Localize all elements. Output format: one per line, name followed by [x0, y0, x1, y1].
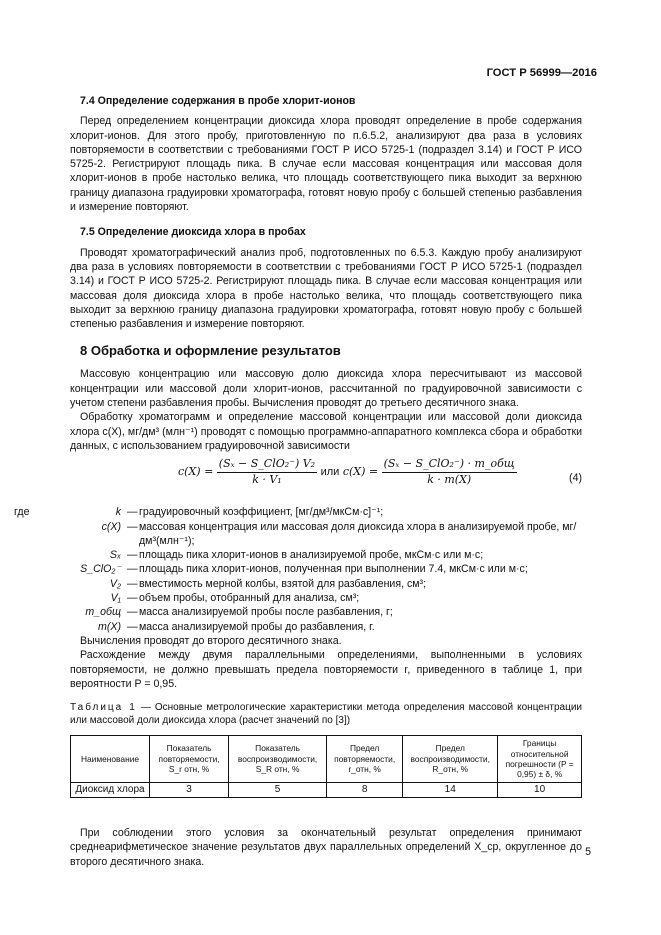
legend-symbol: S_ClO₂⁻: [80, 563, 121, 576]
fraction-2-numerator: (Sₓ − S_ClO₂⁻) · m_общ: [382, 457, 517, 472]
legend-row: [66, 591, 582, 605]
legend-dash: —: [127, 606, 138, 619]
formula-fraction-2: [382, 457, 517, 487]
formula-number: (4): [569, 472, 582, 485]
table-header-error-bounds: Границы относительной погрешности (P = 0,95) ± δ, %: [498, 736, 582, 783]
legend-dash: —: [127, 506, 138, 519]
table-caption-text: — Основные метрологические характеристики метода определения массовой концентрации или массовой доли диоксида хлора (расчет значений по [3]): [70, 702, 582, 727]
table-cell: 14: [403, 782, 498, 797]
formula-lhs: c(X) =: [178, 465, 214, 479]
section-7-4-title: 7.4 Определение содержания в пробе хлорит-ионов: [80, 95, 356, 107]
section-7-4-text: Перед определением концентрации диоксида хлора проводят определение в пробе содержания хлорит-ионов. Для этого пробу, приготовленную по п.6.5.2, анализируют два раза в условиях повторяемости в соответствии с требованиями ГОСТ Р ИСО 5725-1 (подраздел 3.14) и ГОСТ Р ИСО 5725-2. Регистрируют площадь пика. В случае если массовая концентрация или массовая доля хлорит-ионов в пробе настолько велика, что площадь соответствующего пика выходит за верхнюю границу диапазона градуировки хроматографа, готовят новую пробу с большей степенью разбавления и измерение повторяют.: [70, 115, 582, 214]
table-header-repeatability-index: Показатель повторяемости, S_r отн, %: [150, 736, 229, 783]
legend-row: [66, 505, 582, 519]
legend-text: масса анализируемой пробы после разбавления, г;: [139, 606, 393, 619]
symbol-legend: [14, 505, 582, 634]
legend-row: [66, 620, 582, 634]
legend-symbol: m(X): [98, 620, 121, 633]
legend-text: площадь пика хлорит-ионов в анализируемой пробе, мкСм·с или м·с;: [139, 549, 484, 562]
legend-row: [66, 605, 582, 619]
metrology-table: [70, 735, 582, 798]
legend-symbol: c(X): [101, 520, 121, 533]
section-8-para-1: Массовую концентрацию или массовую долю диоксида хлора пересчитывают из массовой концентрации или массовой доли хлорит-ионов, рассчитанной по градуировочной зависимости с учетом степени разбавления пробы. Вычисления проводят до третьего десятичного знака.: [70, 368, 582, 410]
table-cell: Диоксид хлора: [71, 782, 150, 797]
fraction-1-numerator: (Sₓ − S_ClO₂⁻) V₂: [217, 457, 317, 472]
page-number: 5: [585, 846, 591, 858]
formula-fraction-1: [217, 457, 317, 487]
table-cell: 8: [327, 782, 403, 797]
formula-body: [178, 457, 517, 487]
section-8-title: 8 Обработка и оформление результатов: [80, 343, 341, 359]
table-header-row: [71, 736, 582, 783]
formula-4: [70, 457, 582, 505]
section-8-para-4: Расхождение между двумя параллельными определениями, выполненными в условиях повторяемости, не должно превышать предела повторяемости r, приведенного в таблице 1, при вероятности P = 0,95.: [70, 649, 582, 690]
legend-dash: —: [127, 592, 138, 605]
page-content: [14, 94, 582, 869]
table-cell: 5: [229, 782, 327, 797]
legend-text: вместимость мерной колбы, взятой для разбавления, см³;: [139, 577, 427, 590]
final-paragraph: При соблюдении этого условия за окончательный результат определения принимают среднеарифметическое значение результатов двух параллельных определений X_ср, округленное до второго десятичного знака.: [70, 827, 582, 868]
section-7-5-title: 7.5 Определение диоксида хлора в пробах: [80, 226, 306, 239]
table-caption: [70, 701, 582, 727]
legend-row: [66, 577, 582, 591]
section-8-para-2: Обработку хроматограмм и определение массовой концентрации или массовой доли диоксида хлора c(X), мг/дм³ (млн⁻¹) проводят с помощью программно-аппаратного комплекса сбора и обработки данных, с использованием градуировочной зависимости: [70, 411, 582, 452]
legend-symbol: Sₓ: [109, 549, 121, 562]
legend-dash: —: [127, 520, 138, 533]
legend-text: массовая концентрация или массовая доля диоксида хлора в анализируемой пробе, мг/дм³(млн⁻¹);: [139, 520, 577, 547]
legend-row: [66, 548, 582, 562]
formula-lhs-2: c(X) =: [342, 465, 379, 479]
legend-text: градуировочный коэффициент, [мг/дм³/мкСм·с]⁻¹;: [139, 506, 384, 519]
table-caption-label: Таблица 1: [70, 702, 137, 714]
fraction-1-denominator: k · V₁: [252, 472, 282, 486]
formula-or: или: [320, 466, 340, 479]
table-cell: 3: [150, 782, 229, 797]
table-header-name: Наименование: [71, 736, 150, 783]
table-header-reproducibility-index: Показатель воспроизводимости, S_R отн, %: [229, 736, 327, 783]
fraction-2-denominator: k · m(X): [427, 472, 472, 486]
table-row: [71, 782, 582, 797]
table-header-reproducibility-limit: Предел воспроизводимости, R_отн, %: [403, 736, 498, 783]
table-header-repeatability-limit: Предел повторяемости, r_отн, %: [327, 736, 403, 783]
legend-text: площадь пика хлорит-ионов, полученная при выполнении 7.4, мкСм·с или м·с;: [139, 563, 528, 576]
table-cell: 10: [498, 782, 582, 797]
legend-dash: —: [127, 549, 138, 562]
legend-row: [66, 520, 582, 549]
legend-text: масса анализируемой пробы до разбавления, г.: [139, 620, 375, 633]
legend-dash: —: [127, 620, 138, 633]
legend-symbol: V₂: [109, 577, 121, 590]
legend-symbol: V₁: [110, 592, 121, 605]
legend-symbol: m_общ: [85, 606, 121, 619]
legend-row: [66, 562, 582, 576]
legend-symbol: k: [115, 506, 121, 519]
section-7-5-text: Проводят хроматографический анализ проб, подготовленных по 6.5.3. Каждую пробу анализируют два раза в условиях повторяемости в соответствии с требованиями ГОСТ Р ИСО 5725-1 (подраздел 3.14) и ГОСТ Р ИСО 5725-2. Регистрируют площадь пика. В случае если массовая концентрация или массовая доля диоксида хлора в пробе настолько велика, что площадь соответствующего пика выходит за верхнюю границу диапазона градуировки хроматографа, готовят новую пробу с большей степенью разбавления и измерение повторяют.: [70, 246, 582, 331]
document-code: ГОСТ Р 56999—2016: [486, 67, 597, 79]
legend-dash: —: [127, 577, 138, 590]
where-word: где: [14, 506, 30, 519]
legend-dash: —: [127, 563, 138, 576]
legend-text: объем пробы, отобранный для анализа, см³;: [139, 592, 360, 605]
section-8-para-3: Вычисления проводят до второго десятичного знака.: [80, 634, 342, 647]
